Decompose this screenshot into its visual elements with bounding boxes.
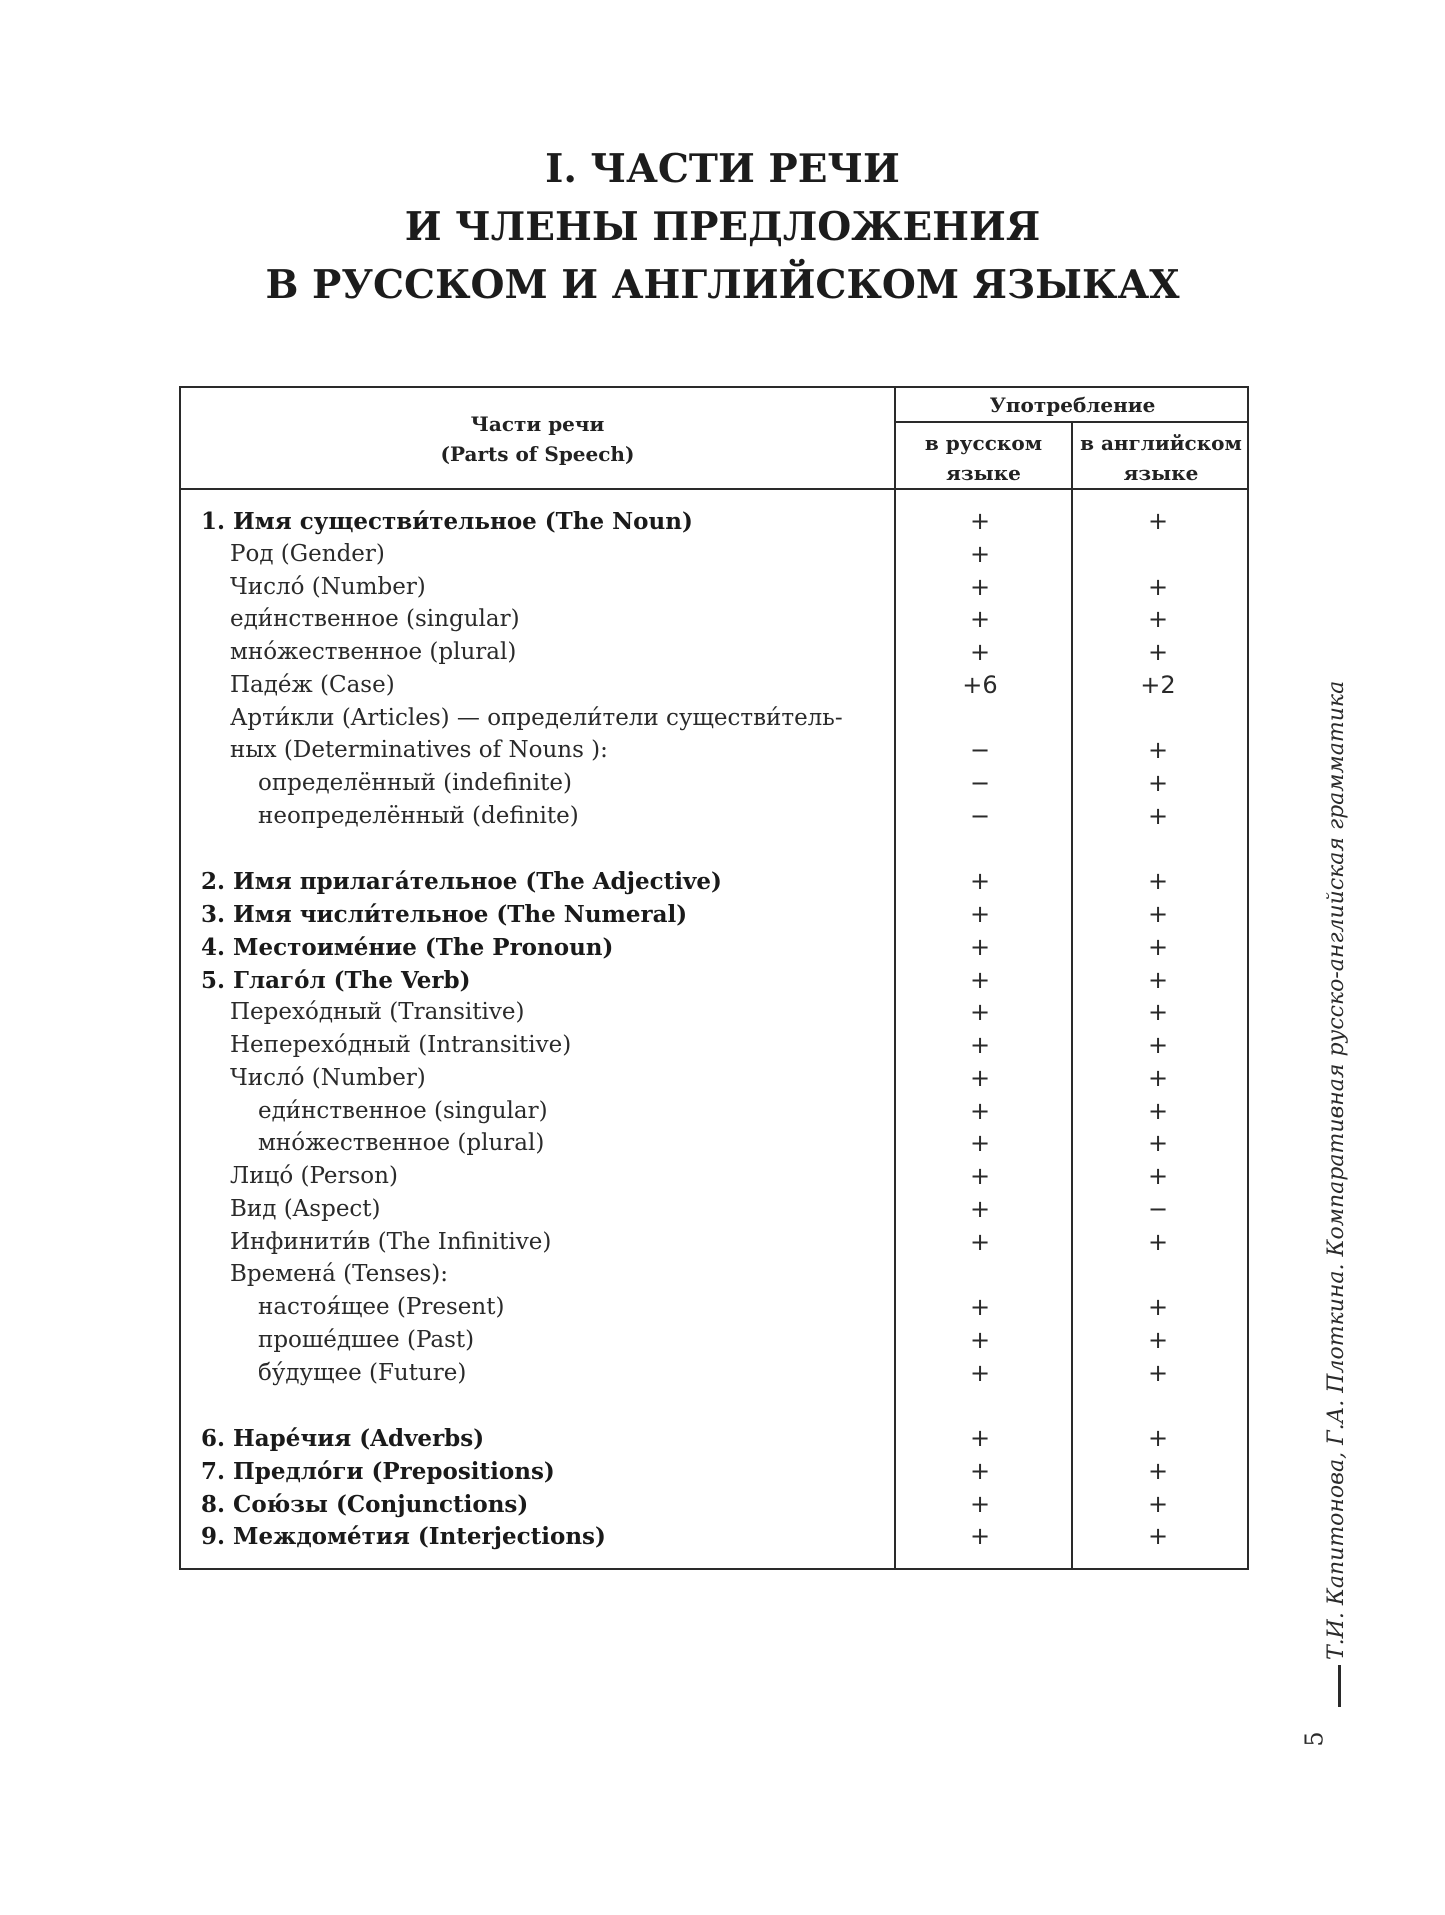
title-line-3: В РУССКОМ И АНГЛИЙСКОМ ЯЗЫКАХ bbox=[265, 262, 1180, 308]
row-english-mark: + bbox=[1147, 736, 1169, 765]
row-label: 3. Имя числи́тельное (The Numeral) bbox=[201, 901, 688, 928]
row-russian-mark: + bbox=[969, 965, 991, 994]
row-russian-mark: + bbox=[969, 1489, 991, 1518]
row-english-mark: + bbox=[1147, 1063, 1169, 1092]
row-english-mark: + bbox=[1147, 1293, 1169, 1321]
table-row bbox=[0, 1324, 1249, 1357]
table-row bbox=[0, 931, 1249, 964]
row-label: Инфинити́в (The Infinitive) bbox=[230, 1228, 552, 1255]
row-label: определённый (indefinite) bbox=[258, 770, 572, 796]
row-label: Перехо́дный (Transitive) bbox=[230, 999, 525, 1026]
row-label: проше́дшее (Past) bbox=[258, 1326, 475, 1353]
table-row bbox=[0, 833, 1249, 866]
row-english-mark: + bbox=[1147, 1162, 1169, 1190]
row-russian-mark: +6 bbox=[962, 670, 998, 699]
header-parts-of-speech bbox=[181, 409, 894, 469]
header-ru-line2: языке bbox=[946, 461, 1021, 485]
row-label: Неперехо́дный (Intransitive) bbox=[230, 1032, 572, 1058]
row-russian-mark: + bbox=[969, 1063, 991, 1092]
row-english-mark: − bbox=[1147, 1194, 1169, 1223]
row-english-mark: + bbox=[1147, 801, 1169, 830]
row-english-mark: + bbox=[1147, 507, 1169, 535]
row-russian-mark: + bbox=[969, 539, 991, 568]
row-english-mark: + bbox=[1147, 1489, 1169, 1518]
table-row bbox=[0, 865, 1249, 898]
row-label: мно́жественное (plural) bbox=[258, 1130, 545, 1157]
row-english-mark: + bbox=[1147, 1325, 1169, 1354]
header-ru-line1: в русском bbox=[924, 431, 1043, 455]
table-row bbox=[0, 1029, 1249, 1062]
header-bottom-divider bbox=[179, 488, 1249, 490]
table-row bbox=[0, 1258, 1249, 1291]
row-russian-mark: + bbox=[969, 867, 991, 896]
table-row bbox=[0, 1520, 1249, 1553]
row-english-mark: + bbox=[1147, 1456, 1169, 1485]
row-russian-mark: + bbox=[969, 638, 991, 666]
table-row bbox=[0, 1488, 1249, 1521]
header-english bbox=[1073, 428, 1249, 488]
header-col1-line1: Части речи bbox=[470, 412, 605, 436]
table-row bbox=[0, 964, 1249, 997]
book-author-title: Т.И. Капитонова, Г.А. Плоткина. Компаративная русско-английская грамматика bbox=[1324, 680, 1349, 1660]
header-en-line2: языке bbox=[1123, 461, 1199, 485]
row-english-mark: + bbox=[1147, 1096, 1169, 1125]
header-usage: Употребление bbox=[989, 393, 1156, 417]
row-label: настоя́щее (Present) bbox=[258, 1294, 505, 1320]
row-label: Лицо́ (Person) bbox=[230, 1163, 398, 1189]
row-english-mark: + bbox=[1147, 900, 1169, 928]
row-label: 8. Сою́зы (Conjunctions) bbox=[201, 1490, 529, 1518]
row-label: еди́нственное (singular) bbox=[230, 606, 520, 633]
row-russian-mark: + bbox=[969, 1162, 991, 1190]
row-russian-mark: − bbox=[969, 769, 991, 797]
row-russian-mark: + bbox=[969, 932, 991, 961]
row-english-mark: + bbox=[1147, 1227, 1169, 1256]
row-english-mark: + bbox=[1147, 1358, 1169, 1387]
table-row bbox=[0, 996, 1249, 1029]
row-label: бу́дущее (Future) bbox=[258, 1359, 467, 1386]
row-english-mark: +2 bbox=[1140, 670, 1176, 699]
row-english-mark: + bbox=[1147, 998, 1169, 1027]
table-row bbox=[0, 1357, 1249, 1390]
page-number: 5 bbox=[1300, 1731, 1329, 1747]
row-russian-mark: + bbox=[969, 1358, 991, 1387]
row-russian-mark: + bbox=[969, 1325, 991, 1354]
row-label: Число́ (Number) bbox=[230, 1064, 426, 1091]
row-label: 2. Имя прилага́тельное (The Adjective) bbox=[201, 868, 722, 896]
row-label: 1. Имя существи́тельное (The Noun) bbox=[201, 508, 693, 535]
row-label: 7. Предло́ги (Prepositions) bbox=[201, 1457, 555, 1485]
row-english-mark: + bbox=[1147, 769, 1169, 797]
row-label: мно́жественное (plural) bbox=[230, 639, 517, 665]
row-label: Вид (Aspect) bbox=[230, 1195, 381, 1222]
table-row bbox=[0, 734, 1249, 767]
row-label: неопределённый (definite) bbox=[258, 802, 579, 829]
row-russian-mark: + bbox=[969, 1227, 991, 1256]
row-russian-mark: + bbox=[969, 1031, 991, 1059]
table-row bbox=[0, 636, 1249, 669]
table-row bbox=[0, 1291, 1249, 1324]
row-label: Арти́кли (Articles) — определи́тели существи́тель- bbox=[230, 704, 843, 731]
row-russian-mark: + bbox=[969, 998, 991, 1027]
row-russian-mark: + bbox=[969, 507, 991, 535]
table-row bbox=[0, 1226, 1249, 1259]
header-en-line1: в английском bbox=[1080, 431, 1242, 455]
row-english-mark: + bbox=[1147, 605, 1169, 634]
row-label: Времена́ (Tenses): bbox=[230, 1261, 448, 1288]
table-row bbox=[0, 1193, 1249, 1226]
header-russian bbox=[896, 428, 1071, 488]
row-label: 5. Глаго́л (The Verb) bbox=[201, 966, 471, 994]
table-row bbox=[0, 898, 1249, 931]
row-russian-mark: + bbox=[969, 605, 991, 634]
table-row bbox=[0, 603, 1249, 636]
table-row bbox=[0, 1389, 1249, 1422]
row-russian-mark: + bbox=[969, 572, 991, 601]
row-english-mark: + bbox=[1147, 1031, 1169, 1059]
row-english-mark: + bbox=[1147, 638, 1169, 666]
table-row bbox=[0, 702, 1249, 735]
table-row bbox=[0, 767, 1249, 800]
table-row bbox=[0, 571, 1249, 604]
row-label: 9. Междоме́тия (Interjections) bbox=[201, 1523, 606, 1551]
title-line-2: И ЧЛЕНЫ ПРЕДЛОЖЕНИЯ bbox=[404, 204, 1041, 250]
row-russian-mark: + bbox=[969, 1194, 991, 1223]
table-row bbox=[0, 1422, 1249, 1455]
row-english-mark: + bbox=[1147, 867, 1169, 896]
row-english-mark: + bbox=[1147, 1424, 1169, 1452]
row-russian-mark: + bbox=[969, 1424, 991, 1452]
sidebar-rule bbox=[1338, 1665, 1341, 1707]
row-english-mark: + bbox=[1147, 932, 1169, 961]
table-row bbox=[0, 1160, 1249, 1193]
table-row bbox=[0, 800, 1249, 833]
table-row bbox=[0, 1062, 1249, 1095]
row-label: Число́ (Number) bbox=[230, 573, 426, 600]
table-row bbox=[0, 1455, 1249, 1488]
table-row bbox=[0, 1095, 1249, 1128]
row-english-mark: + bbox=[1147, 1522, 1169, 1551]
header-usage-divider bbox=[894, 421, 1249, 423]
row-label: Род (Gender) bbox=[230, 540, 385, 567]
row-english-mark: + bbox=[1147, 965, 1169, 994]
row-russian-mark: − bbox=[969, 736, 991, 765]
row-label: 6. Наре́чия (Adverbs) bbox=[201, 1425, 485, 1452]
row-russian-mark: + bbox=[969, 900, 991, 928]
table-row bbox=[0, 505, 1249, 538]
row-russian-mark: − bbox=[969, 801, 991, 830]
table-row bbox=[0, 669, 1249, 702]
row-russian-mark: + bbox=[969, 1129, 991, 1158]
row-label: Паде́ж (Case) bbox=[230, 671, 395, 698]
row-english-mark: + bbox=[1147, 572, 1169, 601]
row-russian-mark: + bbox=[969, 1522, 991, 1551]
table-row bbox=[0, 538, 1249, 571]
table-row bbox=[0, 1127, 1249, 1160]
row-russian-mark: + bbox=[969, 1096, 991, 1125]
row-label: 4. Местоиме́ние (The Pronoun) bbox=[201, 933, 614, 961]
row-russian-mark: + bbox=[969, 1456, 991, 1485]
row-english-mark: + bbox=[1147, 1129, 1169, 1158]
header-col1-line2: (Parts of Speech) bbox=[440, 442, 635, 466]
row-label: еди́нственное (singular) bbox=[258, 1097, 548, 1124]
row-russian-mark: + bbox=[969, 1293, 991, 1321]
page-title bbox=[0, 140, 1445, 314]
title-line-1: I. ЧАСТИ РЕЧИ bbox=[545, 146, 900, 192]
row-label: ных (Determinatives of Nouns ): bbox=[230, 737, 608, 764]
